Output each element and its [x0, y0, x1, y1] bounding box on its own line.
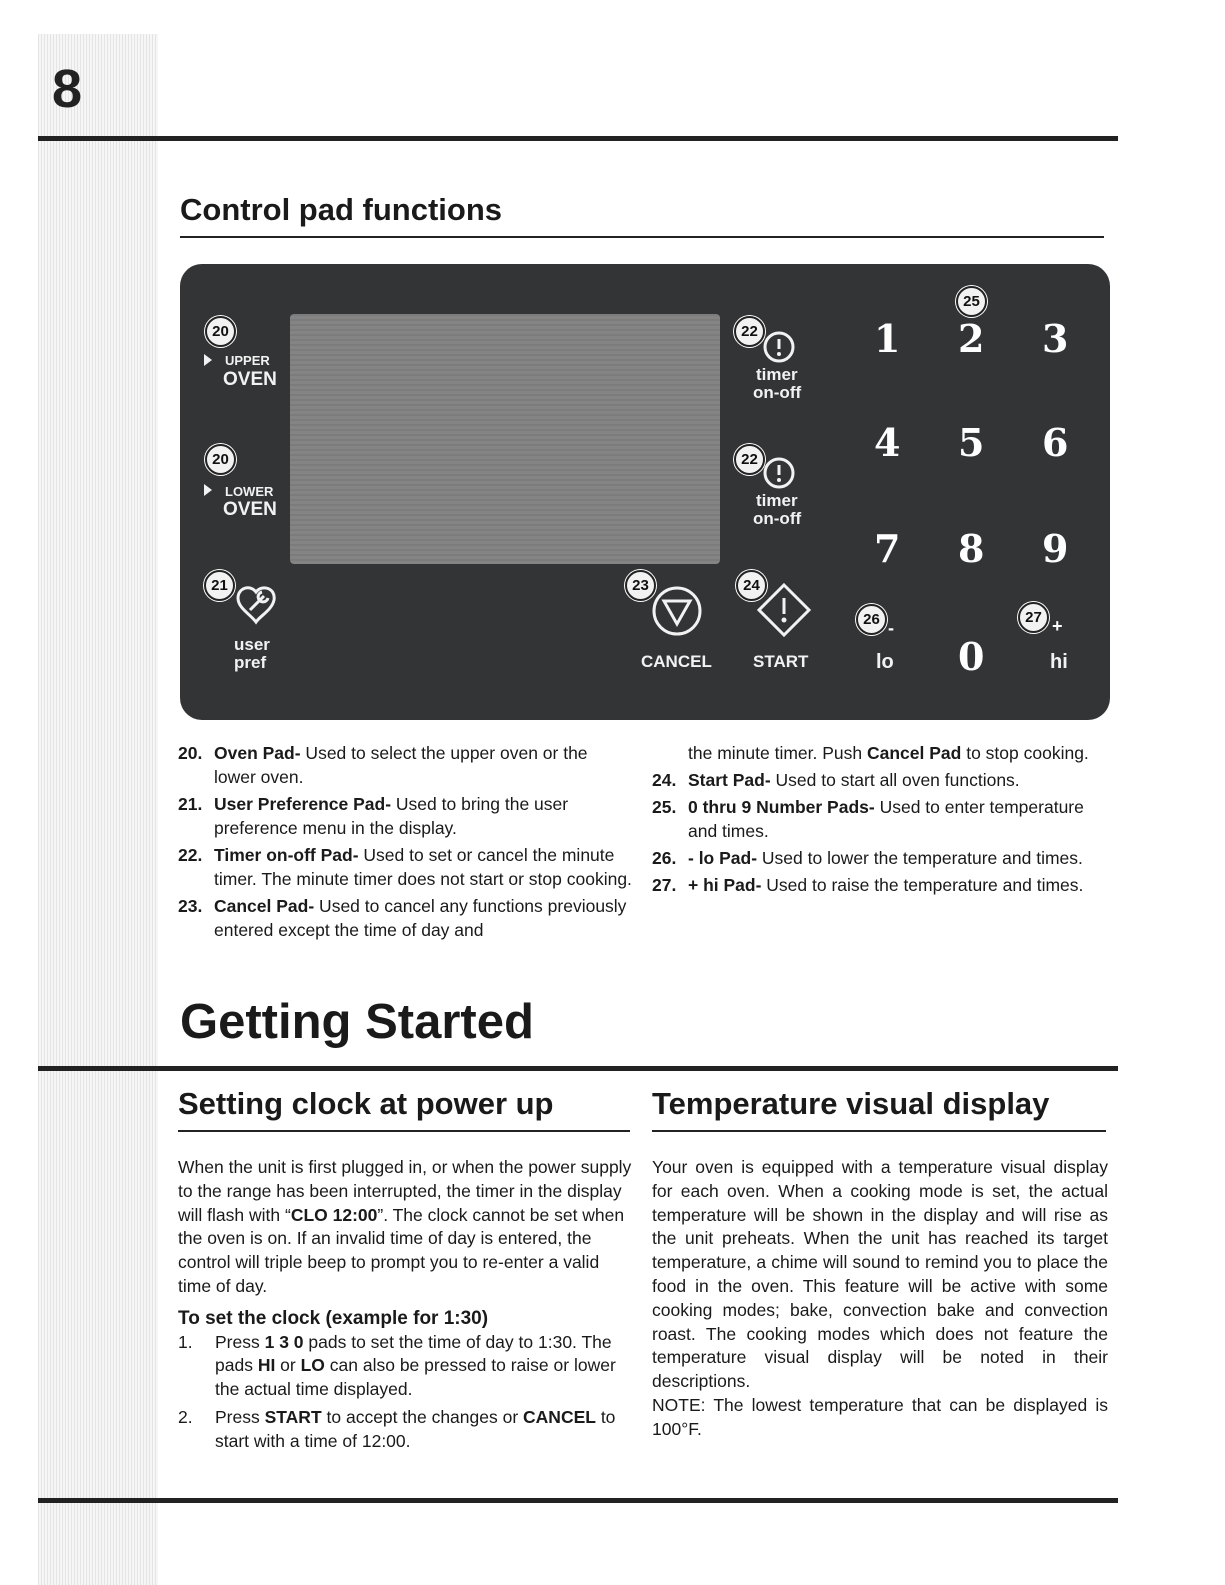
cancel-button: CANCEL [641, 652, 712, 671]
key-4: 4 [874, 420, 901, 465]
section-title-control: Control pad functions [180, 192, 503, 227]
display-screen [290, 314, 720, 564]
lower-oven-label: LOWER [225, 484, 274, 499]
page-title: Getting Started [180, 995, 534, 1049]
item-text: Used to lower the temperature and times. [757, 848, 1083, 868]
step-key: HI [257, 1355, 276, 1376]
plus-sign: + [1052, 616, 1063, 636]
timer-label-top-2: timer [756, 491, 798, 510]
clock-subheading: To set the clock (example for 1:30) [178, 1307, 489, 1329]
temperature-body [652, 1156, 1108, 1442]
item-text: to stop cooking. [961, 743, 1089, 763]
step-text: can also be pressed to raise or lower the actual time displayed. [215, 1355, 616, 1400]
control-panel [180, 264, 1110, 720]
list-item [652, 873, 1107, 897]
item-title: + hi Pad- [688, 875, 762, 895]
section-title-temperature: Temperature visual display [652, 1086, 1050, 1121]
item-number: 20. [178, 743, 203, 763]
section-rule [180, 236, 1104, 238]
step-text: to accept the changes or [321, 1406, 524, 1427]
pad-list-right [652, 741, 1107, 897]
list-item [178, 894, 633, 942]
temperature-rule [652, 1130, 1106, 1132]
upper-oven-arrow-icon [204, 354, 212, 366]
item-number: 27. [652, 875, 677, 895]
page-number: 8 [52, 59, 83, 119]
clock-text: When the unit is first plugged in, or when the power supply to the range has been interrupted, the timer in the display will flash with “ [178, 1157, 632, 1225]
step-key: 1 3 0 [264, 1331, 304, 1352]
step-key: START [264, 1406, 322, 1427]
step-key: LO [300, 1355, 325, 1376]
list-item [652, 795, 1107, 843]
callout-20: 20 [205, 316, 236, 347]
item-text: Used to set or cancel the minute timer. The minute timer does not start or stop cooking. [214, 845, 632, 889]
minus-sign: - [888, 618, 894, 638]
getting-started-rule [38, 1066, 1118, 1071]
clock-paragraph [178, 1156, 632, 1299]
key-8: 8 [958, 526, 985, 571]
header-rule [38, 136, 1118, 141]
pad-list-left [178, 741, 633, 942]
lower-oven-arrow-icon [204, 484, 212, 496]
upper-oven-label: UPPER [225, 353, 270, 368]
item-title: - lo Pad- [688, 848, 758, 868]
hi-button: hi [1050, 651, 1068, 673]
item-number: 25. [652, 797, 677, 817]
item-title: 0 thru 9 Number Pads- [688, 797, 875, 817]
callout-21: 21 [204, 570, 235, 601]
section-title-clock: Setting clock at power up [178, 1086, 554, 1121]
timer-on-off-button-2: on-off [753, 509, 802, 528]
step-text: pads to set the time of day to 1:30. The pads [215, 1331, 612, 1376]
item-title: Oven Pad- [214, 743, 301, 763]
list-item-continued [652, 741, 1107, 765]
callout-27: 27 [1018, 602, 1049, 633]
timer-label-top: timer [756, 365, 798, 384]
list-item [178, 843, 633, 891]
step-1 [178, 1331, 632, 1402]
callout-24: 24 [736, 570, 767, 601]
clock-text-end: ”. The clock cannot be set when the oven is on. If an invalid time of day is entered, the control will triple beep to prompt you to re-enter a valid time of day. [178, 1204, 625, 1296]
step-text: Press [215, 1331, 265, 1352]
temperature-note: NOTE: The lowest temperature that can be displayed is 100°F. [652, 1394, 1108, 1439]
item-title: Cancel Pad [866, 743, 962, 763]
callout-23: 23 [625, 570, 656, 601]
key-5: 5 [958, 420, 985, 465]
key-3: 3 [1042, 316, 1069, 361]
key-9: 9 [1042, 526, 1069, 571]
step-number: 2. [178, 1406, 193, 1427]
item-title: Timer on-off Pad- [214, 845, 359, 865]
clock-display-code: CLO 12:00 [290, 1204, 378, 1225]
callout-25: 25 [956, 286, 987, 317]
list-item [652, 768, 1107, 792]
callout-22b: 22 [734, 444, 765, 475]
item-number: 23. [178, 896, 203, 916]
start-diamond-icon [754, 580, 814, 640]
list-item [178, 792, 633, 840]
clock-body [178, 1156, 632, 1454]
user-pref-wrench-icon [232, 580, 286, 626]
callout-26: 26 [856, 604, 887, 635]
upper-oven-button: OVEN [223, 369, 277, 390]
item-title: Start Pad- [688, 770, 771, 790]
item-number: 24. [652, 770, 677, 790]
lo-button: lo [876, 651, 894, 673]
key-1: 1 [874, 316, 901, 361]
item-number: 21. [178, 794, 203, 814]
user-pref-button: pref [234, 653, 267, 672]
item-text: the minute timer. Push [688, 743, 867, 763]
timer-icon [762, 330, 796, 364]
temperature-paragraph: Your oven is equipped with a temperature visual display for each oven. When a cooking mode is set, the actual temperature will be shown in the display and will rise as the unit preheats. When the unit has reached its target temperature, a chime will sound to remind you to place the food in the oven. This feature will be active with some cooking modes; bake, convection bake and convection roast. The cooking modes which does not feature the temperature visual display will be noted in their descriptions. [652, 1157, 1108, 1392]
lower-oven-button: OVEN [223, 499, 277, 520]
clock-rule [178, 1130, 630, 1132]
item-text: Used to enter temperature and times. [688, 797, 1084, 841]
key-6: 6 [1042, 420, 1069, 465]
item-title: Cancel Pad- [214, 896, 315, 916]
timer-icon [762, 456, 796, 490]
side-stripe [38, 34, 158, 1585]
timer-on-off-button: on-off [753, 383, 802, 402]
step-text: Press [215, 1406, 265, 1427]
item-number: 22. [178, 845, 203, 865]
key-2: 2 [958, 316, 985, 361]
cancel-triangle-icon [650, 584, 704, 638]
step-text: to start with a time of 12:00. [215, 1406, 616, 1451]
item-text: Used to cancel any functions previously entered except the time of day and [214, 896, 627, 940]
step-number: 1. [178, 1331, 193, 1352]
start-button: START [753, 652, 809, 671]
item-text: Used to start all oven functions. [770, 770, 1020, 790]
step-key: CANCEL [523, 1406, 596, 1427]
callout-20b: 20 [205, 444, 236, 475]
list-item [652, 846, 1107, 870]
list-item [178, 741, 633, 789]
user-pref-label-top: user [234, 635, 270, 654]
item-title: User Preference Pad- [214, 794, 392, 814]
item-text: Used to select the upper oven or the lower oven. [214, 743, 588, 787]
footer-rule [38, 1498, 1118, 1503]
callout-22: 22 [734, 316, 765, 347]
key-7: 7 [874, 526, 901, 571]
item-text: Used to raise the temperature and times. [761, 875, 1084, 895]
step-2 [178, 1406, 632, 1454]
step-text: or [275, 1355, 301, 1376]
item-number: 26. [652, 848, 677, 868]
item-text: Used to bring the user preference menu in the display. [214, 794, 569, 838]
key-0: 0 [958, 634, 985, 679]
